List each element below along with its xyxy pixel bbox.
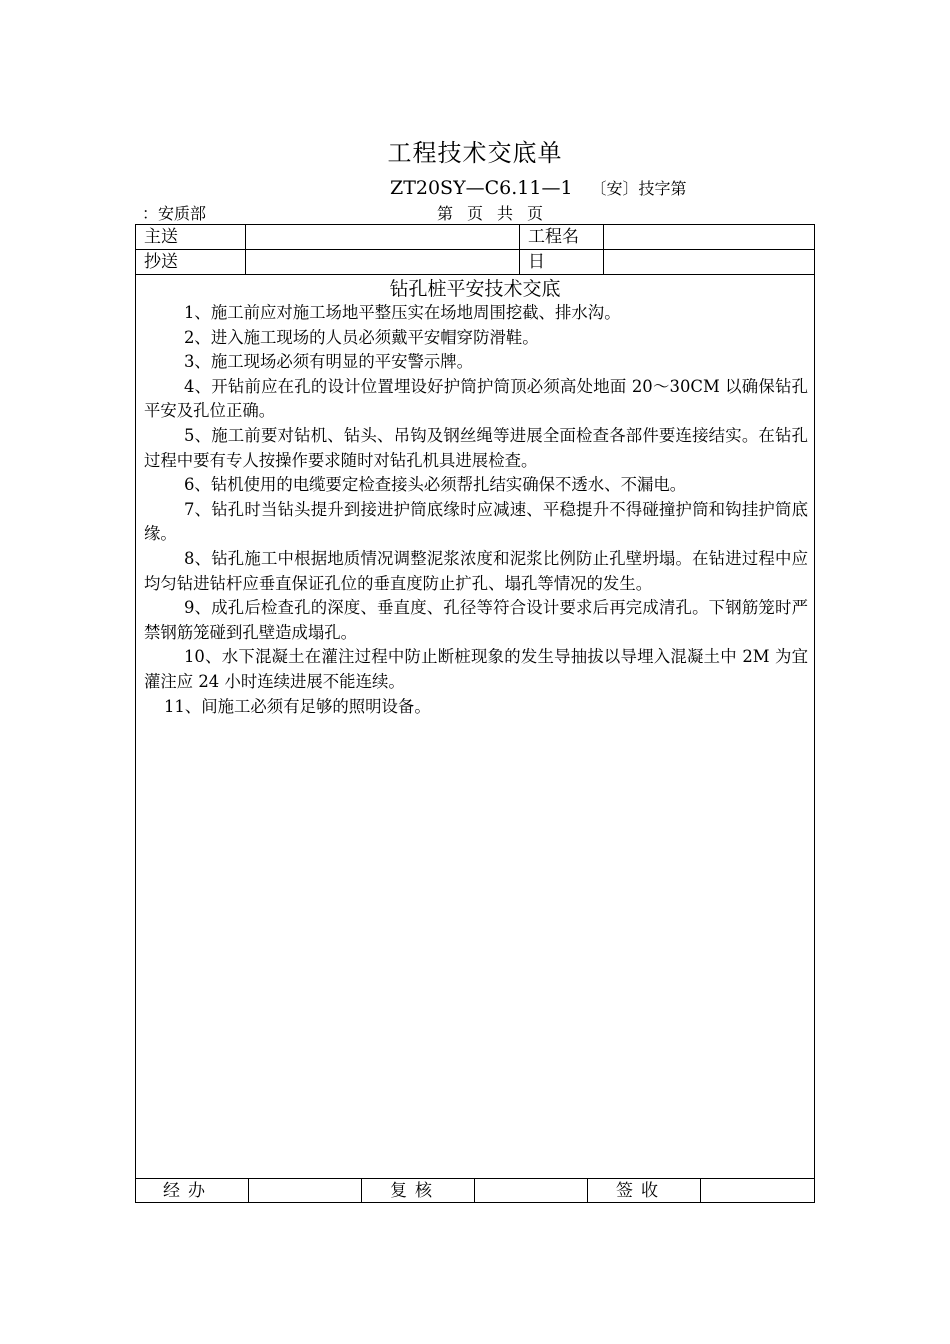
date-field[interactable] <box>604 250 814 274</box>
paragraph-2: 2、进入施工现场的人员必须戴平安帽穿防滑鞋。 <box>184 327 539 347</box>
disclosure-content <box>144 301 808 719</box>
receiver-field[interactable] <box>701 1179 814 1202</box>
header-row-main-recipient <box>136 225 814 250</box>
cc-label: 抄送 <box>136 250 246 274</box>
page-counter <box>437 201 557 224</box>
body-title: 钻孔桩平安技术交底 <box>389 278 561 300</box>
receiver-label: 签收 <box>588 1179 701 1202</box>
paragraph-6: 6、钻机使用的电缆要定检查接头必须帮扎结实确保不透水、不漏电。 <box>184 475 687 495</box>
document-code-line <box>390 176 687 199</box>
paragraph-3: 3、施工现场必须有明显的平安警示牌。 <box>184 352 474 372</box>
document-code: ZT20SY—C6.11—1 <box>390 177 573 199</box>
document-title: 工程技术交底单 <box>387 139 563 167</box>
document-code-suffix: 〔安〕技字第 <box>590 179 687 198</box>
date-label: 日 <box>520 250 604 274</box>
cc-field[interactable] <box>246 250 520 274</box>
form-frame <box>135 224 815 1203</box>
paragraph-9: 9、成孔后检查孔的深度、垂直度、孔径等符合设计要求后再完成清孔。下钢筋笼时严禁钢筋笼碰到孔壁造成塌孔。 <box>144 598 808 642</box>
project-name-field[interactable] <box>604 225 814 249</box>
pager-gong: 共 <box>497 204 514 223</box>
department-label: ：安质部 <box>142 204 207 223</box>
project-name-label: 工程名 <box>520 225 604 249</box>
paragraph-1: 1、施工前应对施工场地平整压实在场地周围挖截、排水沟。 <box>184 303 621 322</box>
paragraph-10: 10、水下混凝土在灌注过程中防止断桩现象的发生导抽拔以导埋入混凝土中 2M 为宜灌注应 24 小时连续进展不能连续。 <box>144 647 808 691</box>
signature-row <box>136 1178 814 1202</box>
handler-field[interactable] <box>249 1179 362 1202</box>
pager-ye-total: 页 <box>527 204 544 223</box>
paragraph-7: 7、钻孔时当钻头提升到接进护筒底缘时应减速、平稳提升不得碰撞护筒和钩挂护筒底缘。 <box>144 499 808 544</box>
paragraph-5: 5、施工前要对钻机、钻头、吊钩及钢丝绳等进展全面检查各部件要连接结实。在钻孔过程中要有专人按操作要求随时对钻孔机具进展检查。 <box>144 425 808 470</box>
main-recipient-label: 主送 <box>136 225 246 249</box>
main-recipient-field[interactable] <box>246 225 520 249</box>
pager-ye: 页 <box>467 204 484 223</box>
reviewer-field[interactable] <box>475 1179 588 1202</box>
handler-label: 经办 <box>136 1179 249 1202</box>
paragraph-4: 4、开钻前应在孔的设计位置埋设好护筒护筒顶必须高处地面 20～30CM 以确保钻孔平安及孔位正确。 <box>144 376 808 421</box>
reviewer-label: 复核 <box>362 1179 475 1202</box>
paragraph-8: 8、钻孔施工中根据地质情况调整泥浆浓度和泥浆比例防止孔壁坍塌。在钻进过程中应均匀钻进钻杆应垂直保证孔位的垂直度防止扩孔、塌孔等情况的发生。 <box>144 548 808 593</box>
pager-di: 第 <box>437 204 454 223</box>
header-row-cc <box>136 250 814 275</box>
paragraph-11: 11、间施工必须有足够的照明设备。 <box>164 696 431 716</box>
